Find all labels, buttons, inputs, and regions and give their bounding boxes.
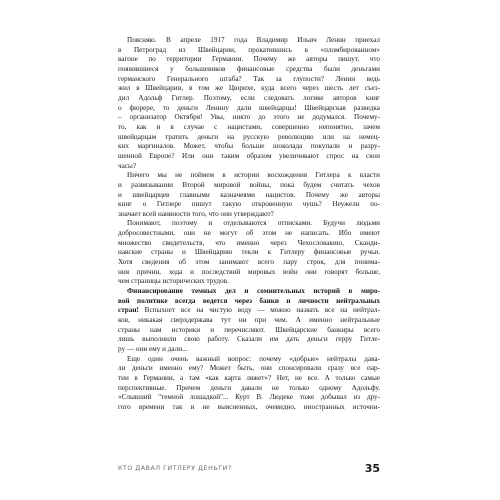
paragraph	[118, 171, 380, 219]
running-title: КТО ДАВАЛ ГИТЛЕРУ ДЕНЬГИ?	[118, 465, 232, 472]
paragraph	[118, 36, 380, 171]
text-line: книг о Гитлере пишут такую откровенную чушь? Неужели по-	[118, 200, 380, 209]
text-line: Понимают, поэтому и отделываются отписками. Будучи людьми	[127, 219, 380, 228]
paragraph	[118, 219, 380, 287]
text-line: перспективные. Причем деньги давали не только одному Адольфу.	[118, 383, 380, 392]
text-line: тии в Германии, а там «как карта ляжет»? Нет, не все. А только самые	[118, 373, 380, 382]
text-line: ких маргиналов. Может, чтобы больше шоколада покупали и разру-	[118, 142, 380, 151]
text-line: в Петроград из Швейцарии, прокатившись в «пломбированном»	[118, 45, 380, 54]
text-line: добросовестными, они не могут об этом не написать. Ибо имеют	[118, 229, 380, 238]
text-line: значает всей наивности того, что они утверждают?	[118, 209, 274, 218]
paragraph	[118, 355, 380, 413]
text-line: лишь выполнили свою работу. Сказали им дать деньги герру Гитле-	[118, 335, 380, 344]
page-number: 35	[364, 462, 380, 475]
text-line: «Слывший "темной лошадкой"... Курт В. Людеке тоже добывал из дру-	[118, 393, 380, 402]
running-footer	[118, 463, 380, 475]
text-line: множество свидетельств, что именно через Чехословакию, Сканди-	[118, 238, 380, 247]
text-line: Финансирование темных дел и сомнительных историй в миро-	[127, 287, 380, 296]
text-line: чем страницы исторических трудов.	[118, 277, 229, 286]
text-line: Еще один очень важный вопрос: почему «добрые» нейтралы дава-	[127, 354, 380, 363]
text-line: то, как и в случае с нацистами, совершенно непонятно, зачем	[118, 122, 380, 131]
text-line: Ничего мы не поймем в истории восхождения Гитлера к власти	[127, 171, 380, 180]
body-text	[118, 36, 380, 413]
paragraph	[118, 287, 380, 355]
text-line: ния причин, хода и последствий мировых войн они говорят больше,	[118, 267, 380, 276]
text-line: навские страны и Швейцарию текли к Гитлеру финансовые ручьи.	[118, 248, 380, 257]
text-line: вагоне по территории Германии. Почему же авторы пишут, что	[118, 55, 380, 64]
text-line: Хотя сведения об этом занимают всего пару строк, для понима-	[118, 258, 380, 267]
text-line: жил в Швейцарии, в том же Цюрихе, куда всего через шесть лет съез-	[118, 84, 380, 93]
text-line: ков, никакая сверхдержава тут ни при чем. А именно нейтральные	[118, 316, 380, 325]
text-line: ру — они ему и дали...	[118, 345, 188, 353]
text-line: шенной Европе? Или они таким образом увеличивают спрос на свои	[118, 151, 380, 160]
text-line: о фюрере, то деньги Ленину дали швейцарцы! Швейцарская разведка	[118, 103, 380, 112]
text-line: дил Адольф Гитлер. Поэтому, если следовать логике авторов книг	[118, 93, 380, 102]
text-line: германского Генерального штаба? Так за глупости? Ленин ведь	[118, 74, 380, 83]
text-line: стран! Вспыхнет все на чистую воду — можно назвать все на нейтрал-	[118, 306, 380, 315]
text-line: часы?	[118, 161, 137, 170]
text-line: швейцарцам тратить деньги на русскую революцию или на немец-	[118, 132, 380, 141]
text-line: – организатор Октября! Увы, никто до этого не додумался. Почему-	[118, 113, 380, 122]
text-line: ли деньги именно ему? Может быть, они спонсировали сразу все пар-	[118, 364, 380, 373]
text-line: и швейцарцев главными казначеями нацистов. Почему же авторы	[118, 190, 380, 199]
text-line: вой политике всегда ведется через банки и личности нейтральных	[118, 296, 380, 305]
text-line: страны нам историки и перечисляют. Швейцарские банкиры всего	[118, 325, 380, 334]
text-line: и развязывании Второй мировой войны, пока будем считать чехов	[118, 180, 380, 189]
text-line: гого времени так и не выясненных, очевидно, иностранных источни-	[118, 402, 380, 411]
text-line: Поясняю. В апреле 1917 года Владимир Ильич Ленин приехал	[127, 36, 380, 44]
text-line: появившиеся у большевиков финансовые средства были деньгами	[118, 64, 380, 73]
